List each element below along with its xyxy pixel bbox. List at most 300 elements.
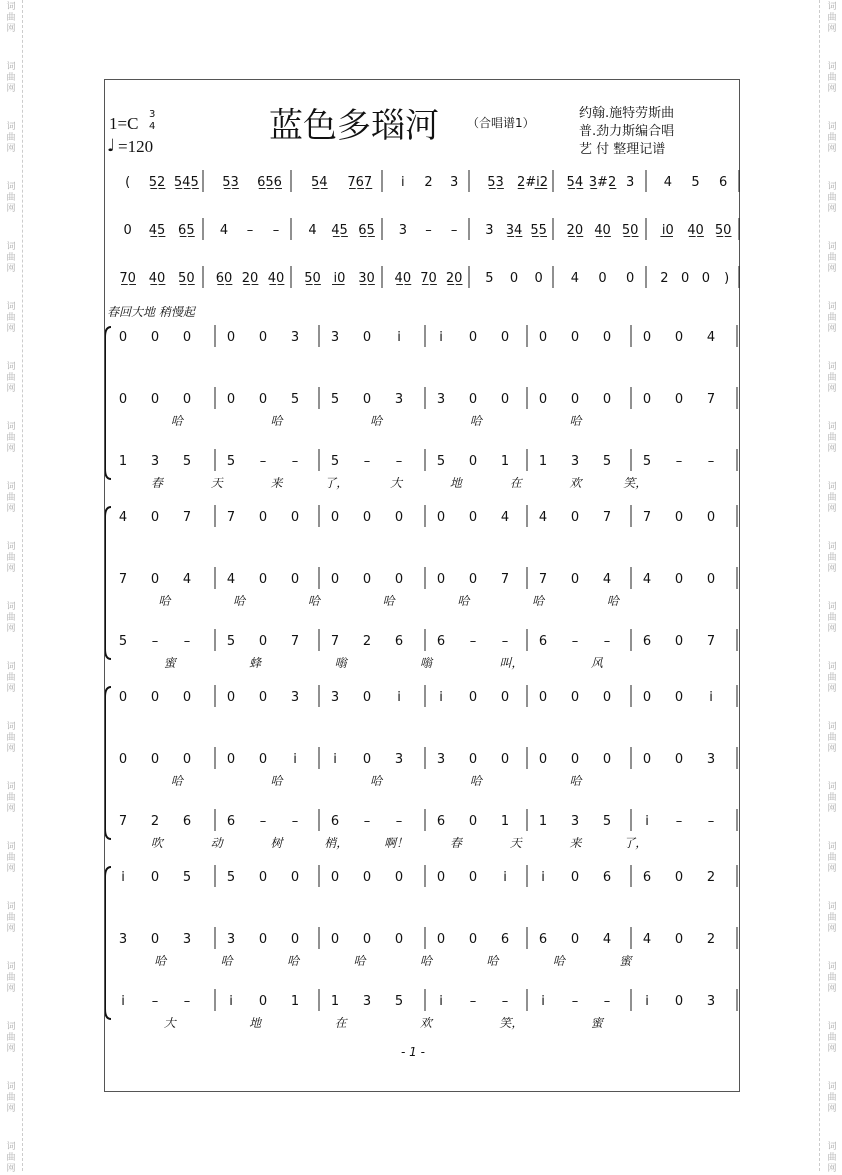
- note-token: 3: [226, 932, 236, 947]
- note-token: 7: [706, 634, 716, 649]
- note-token: 4̲0̲: [594, 223, 611, 238]
- lyric-word: 蜂: [249, 656, 262, 670]
- lyric-word: 笑，: [499, 1016, 524, 1030]
- page-number: - 1 -: [401, 1045, 425, 1059]
- lyric-word: 哈: [370, 774, 383, 788]
- watermark-text: 词 曲 网: [827, 722, 837, 754]
- system-brace: [105, 507, 111, 659]
- note-token: 0: [150, 330, 160, 345]
- lyric-word: 哈: [469, 414, 482, 428]
- watermark-text: 词 曲 网: [6, 1142, 16, 1174]
- key-signature: 1=C: [109, 114, 139, 133]
- note-token: 2: [150, 814, 160, 829]
- note-token: –: [246, 223, 254, 238]
- watermark-text: 词 曲 网: [827, 62, 837, 94]
- watermark-text: 词 曲 网: [6, 842, 16, 874]
- note-token: –: [571, 994, 579, 1009]
- note-token: i: [439, 690, 443, 705]
- note-token: 0: [290, 870, 300, 885]
- note-token: 0: [674, 572, 684, 587]
- note-token: 6̲5̲: [358, 223, 375, 238]
- note-token: 4: [226, 572, 236, 587]
- note-token: i̲0̲: [661, 223, 674, 238]
- note-token: 0: [118, 330, 128, 345]
- note-token: 5̲0̲: [304, 271, 321, 286]
- song-subtitle: （合唱谱1）: [467, 116, 535, 130]
- note-token: 6: [642, 634, 652, 649]
- note-token: 4: [602, 572, 612, 587]
- note-token: 4̲5̲: [331, 223, 348, 238]
- note-token: –: [571, 634, 579, 649]
- system-brace: [105, 687, 111, 839]
- note-token: 6: [500, 932, 510, 947]
- note-token: 3: [290, 690, 300, 705]
- lyric-word: 大: [390, 476, 403, 490]
- note-token: 5: [602, 454, 612, 469]
- note-token: 0: [538, 690, 548, 705]
- lyric-word: 叫，: [499, 656, 524, 670]
- note-token: –: [501, 634, 509, 649]
- note-token: 0: [674, 634, 684, 649]
- note-token: 3: [118, 932, 128, 947]
- note-token: –: [603, 634, 611, 649]
- lyric-word: 哈: [158, 594, 171, 608]
- note-token: 7: [500, 572, 510, 587]
- note-token: 0: [680, 271, 690, 286]
- note-token: 0: [290, 932, 300, 947]
- note-token: 0: [290, 572, 300, 587]
- watermark-text: 词 曲 网: [6, 2, 16, 34]
- note-token: –: [395, 454, 403, 469]
- note-token: 0: [226, 752, 236, 767]
- note-token: 0: [468, 454, 478, 469]
- note-token: –: [183, 994, 191, 1009]
- note-token: 0: [258, 572, 268, 587]
- note-token: 0: [436, 870, 446, 885]
- lyric-word: 啊！: [384, 836, 409, 850]
- note-token: 3: [706, 752, 716, 767]
- note-token: 7: [642, 510, 652, 525]
- system-brace: [105, 327, 111, 479]
- quarter-note-icon: ♩: [107, 136, 116, 156]
- note-token: 5: [118, 634, 128, 649]
- watermark-text: 词 曲 网: [827, 962, 837, 994]
- note-token: 1: [500, 814, 510, 829]
- watermark-text: 词 曲 网: [6, 482, 16, 514]
- lyric-word: 哈: [552, 954, 565, 968]
- note-token: –: [450, 223, 458, 238]
- note-token: 0: [706, 510, 716, 525]
- note-token: 1: [118, 454, 128, 469]
- note-token: –: [425, 223, 432, 238]
- tempo-marking: =120: [118, 137, 154, 156]
- note-token: 3: [436, 392, 446, 407]
- note-token: 5̲0̲: [621, 223, 639, 238]
- note-token: 0: [468, 870, 478, 885]
- note-token: 0: [362, 572, 372, 587]
- note-token: 4: [642, 572, 652, 587]
- note-token: 5̲4̲: [566, 175, 584, 190]
- arranger-credit: 普.劲力斯编合唱: [579, 124, 675, 139]
- lyric-word: 哈: [569, 774, 582, 788]
- watermark-text: 词 曲 网: [827, 1082, 837, 1114]
- note-token: 3: [398, 223, 407, 238]
- note-token: 4: [706, 330, 716, 345]
- watermark-text: 词 曲 网: [6, 62, 16, 94]
- lyric-word: 来: [569, 836, 582, 850]
- lyric-word: 哈: [307, 594, 320, 608]
- note-token: ): [724, 271, 730, 286]
- note-token: 0: [150, 932, 160, 947]
- note-token: 0: [118, 752, 128, 767]
- note-token: –: [151, 994, 159, 1009]
- note-token: 3̲#2̲: [588, 175, 617, 190]
- note-token: 7̲6̲7̲: [347, 175, 373, 190]
- note-token: 0: [642, 330, 652, 345]
- note-token: 4̲5̲: [148, 223, 166, 238]
- note-token: 0: [150, 510, 160, 525]
- lyric-word: 在: [509, 476, 522, 490]
- note-token: 0: [570, 330, 580, 345]
- note-token: 5: [290, 392, 300, 407]
- transcriber-credit: 艺 付 整理记谱: [579, 142, 666, 157]
- watermark-text: 词 曲 网: [827, 902, 837, 934]
- note-token: i: [293, 752, 297, 767]
- lyric-word: 哈: [170, 414, 183, 428]
- note-token: 0: [436, 510, 446, 525]
- note-token: 2̲0̲: [566, 223, 584, 238]
- note-token: 0: [642, 690, 652, 705]
- note-token: 0: [534, 271, 543, 286]
- note-token: 0: [538, 392, 548, 407]
- lyric-word: 哈: [233, 594, 246, 608]
- note-token: 0: [150, 752, 160, 767]
- lyric-word: 哈: [419, 954, 433, 968]
- note-token: i: [541, 870, 545, 885]
- note-token: 0: [468, 814, 478, 829]
- note-token: 0: [701, 271, 711, 286]
- watermark-text: 词 曲 网: [6, 662, 16, 694]
- note-token: 3: [485, 223, 494, 238]
- note-token: 3̲0̲: [358, 271, 375, 286]
- note-token: 3: [450, 175, 459, 190]
- note-token: 0: [468, 690, 478, 705]
- lyric-word: 哈: [569, 414, 582, 428]
- lyric-word: 春: [449, 836, 462, 850]
- note-token: 0: [118, 392, 128, 407]
- note-token: 6: [538, 634, 548, 649]
- right-watermark-strip: [819, 0, 842, 1174]
- note-token: 0: [674, 510, 684, 525]
- lyric-word: 哈: [270, 774, 283, 788]
- note-token: 0: [394, 932, 404, 947]
- note-token: 1: [538, 814, 548, 829]
- note-token: 5̲4̲: [310, 175, 328, 190]
- lyric-word: 哈: [606, 594, 619, 608]
- note-token: –: [395, 814, 403, 829]
- watermark-text: 词 曲 网: [827, 842, 837, 874]
- note-token: 0: [258, 870, 268, 885]
- note-token: 6: [538, 932, 548, 947]
- watermark-text: 词 曲 网: [827, 482, 837, 514]
- note-token: 0: [500, 330, 510, 345]
- lyric-word: 哈: [220, 954, 233, 968]
- note-token: 0: [642, 392, 652, 407]
- note-token: –: [291, 814, 299, 829]
- note-token: 0: [674, 690, 684, 705]
- note-token: i: [541, 994, 545, 1009]
- note-token: 0: [436, 572, 446, 587]
- note-token: 5: [226, 634, 236, 649]
- watermark-text: 词 曲 网: [6, 122, 16, 154]
- note-token: 7: [118, 814, 128, 829]
- note-token: 0: [570, 572, 580, 587]
- note-token: 0: [602, 392, 612, 407]
- note-token: 0: [468, 392, 478, 407]
- note-token: i: [333, 752, 337, 767]
- score-sheet: [104, 79, 740, 1092]
- song-title: 蓝色多瑙河: [269, 106, 439, 146]
- note-token: 4: [642, 932, 652, 947]
- note-token: 3: [182, 932, 192, 947]
- watermark-text: 词 曲 网: [827, 2, 837, 34]
- note-token: i: [503, 870, 507, 885]
- note-token: 0: [118, 690, 128, 705]
- note-token: 7: [182, 510, 192, 525]
- watermark-text: 词 曲 网: [827, 182, 837, 214]
- watermark-text: 词 曲 网: [827, 122, 837, 154]
- watermark-text: 词 曲 网: [6, 182, 16, 214]
- watermark-text: 词 曲 网: [6, 362, 16, 394]
- note-token: 0: [330, 572, 340, 587]
- note-token: 4̲0̲: [267, 271, 285, 286]
- note-token: 5̲2̲: [148, 175, 166, 190]
- watermark-text: 词 曲 网: [6, 902, 16, 934]
- watermark-text: 词 曲 网: [6, 302, 16, 334]
- note-token: 2̲0̲: [241, 271, 259, 286]
- note-token: 3: [150, 454, 160, 469]
- note-token: 0: [674, 870, 684, 885]
- lyric-word: 地: [449, 476, 462, 490]
- note-token: 0: [500, 752, 510, 767]
- watermark-text: 词 曲 网: [827, 302, 837, 334]
- note-token: 0: [598, 271, 607, 286]
- note-token: –: [707, 454, 715, 469]
- note-token: –: [501, 994, 509, 1009]
- note-token: 5: [394, 994, 404, 1009]
- note-token: 4: [602, 932, 612, 947]
- lyric-word: 天: [509, 836, 522, 850]
- note-token: 0: [468, 932, 478, 947]
- note-token: 6̲0̲: [215, 271, 233, 286]
- note-token: 7: [290, 634, 300, 649]
- lyric-word: 哈: [287, 954, 300, 968]
- time-signature-numerator: 3: [149, 109, 156, 120]
- lyric-word: 哈: [486, 954, 499, 968]
- lyric-word: 笑，: [623, 476, 648, 490]
- watermark-text: 词 曲 网: [827, 542, 837, 574]
- time-signature-denominator: 4: [149, 121, 156, 132]
- note-token: 0: [642, 752, 652, 767]
- lyric-word: 了，: [324, 476, 349, 490]
- note-token: 0: [570, 690, 580, 705]
- note-token: 1: [538, 454, 548, 469]
- lyric-word: 蜜: [619, 954, 632, 968]
- note-token: 0: [362, 510, 372, 525]
- note-token: 0: [362, 932, 372, 947]
- watermark-text: 词 曲 网: [827, 422, 837, 454]
- lyric-word: 天: [210, 476, 223, 490]
- note-token: 0: [182, 690, 192, 705]
- note-token: 0: [258, 634, 268, 649]
- note-token: 0: [182, 752, 192, 767]
- lyric-word: 哈: [170, 774, 183, 788]
- lyric-word: 哈: [370, 414, 383, 428]
- watermark-text: 词 曲 网: [827, 782, 837, 814]
- note-token: 0: [123, 223, 132, 238]
- note-token: –: [363, 814, 371, 829]
- lyric-word: 来: [270, 476, 283, 490]
- note-token: 0: [538, 330, 548, 345]
- note-token: 4: [308, 223, 317, 238]
- note-token: 0: [182, 330, 192, 345]
- note-token: 0: [150, 572, 160, 587]
- note-token: 5̲3̲: [487, 175, 504, 190]
- note-token: 7̲0̲: [119, 271, 136, 286]
- note-token: –: [291, 454, 299, 469]
- watermark-text: 词 曲 网: [827, 662, 837, 694]
- watermark-text: 词 曲 网: [6, 722, 16, 754]
- note-token: 0: [290, 510, 300, 525]
- note-token: 3: [706, 994, 716, 1009]
- lyric-word: 欢: [569, 476, 582, 490]
- note-token: i: [229, 994, 233, 1009]
- note-token: –: [675, 814, 683, 829]
- lyric-word: 哈: [270, 414, 283, 428]
- note-token: 4̲0̲: [687, 223, 704, 238]
- note-token: 0: [570, 752, 580, 767]
- lyric-word: 哈: [469, 774, 482, 788]
- watermark-text: 词 曲 网: [827, 242, 837, 274]
- note-token: 0: [570, 932, 580, 947]
- note-token: 5: [642, 454, 652, 469]
- note-token: 0: [468, 752, 478, 767]
- note-token: 0: [226, 330, 236, 345]
- note-token: 1: [500, 454, 510, 469]
- note-token: 3: [436, 752, 446, 767]
- note-token: 0: [570, 870, 580, 885]
- note-token: 2: [660, 271, 669, 286]
- note-token: 5: [182, 454, 192, 469]
- note-token: –: [151, 634, 159, 649]
- lyric-word: 在: [334, 1016, 347, 1030]
- note-token: i: [121, 870, 125, 885]
- note-token: 0: [362, 690, 372, 705]
- note-token: 0: [509, 271, 519, 286]
- note-token: 0: [500, 690, 510, 705]
- note-token: (: [125, 175, 131, 190]
- note-token: 0: [468, 572, 478, 587]
- note-token: 0: [258, 330, 268, 345]
- note-token: 0: [468, 510, 478, 525]
- note-token: 0: [674, 330, 684, 345]
- note-token: 4: [500, 510, 510, 525]
- note-token: 5: [226, 870, 236, 885]
- note-token: i: [645, 994, 649, 1009]
- note-token: 0: [674, 932, 684, 947]
- note-token: 3: [330, 330, 340, 345]
- note-token: 0: [258, 994, 268, 1009]
- note-token: 0: [330, 510, 340, 525]
- note-token: 4: [182, 572, 192, 587]
- note-token: –: [272, 223, 280, 238]
- watermark-text: 词 曲 网: [827, 602, 837, 634]
- watermark-text: 词 曲 网: [6, 602, 16, 634]
- note-token: –: [707, 814, 715, 829]
- note-token: i: [397, 330, 401, 345]
- note-token: 0: [436, 932, 446, 947]
- note-token: 0: [706, 572, 716, 587]
- note-token: 6: [719, 175, 728, 190]
- watermark-text: 词 曲 网: [6, 1082, 16, 1114]
- note-token: 0: [394, 572, 404, 587]
- watermark-text: 词 曲 网: [6, 242, 16, 274]
- note-token: 4̲0̲: [394, 271, 412, 286]
- note-token: 3: [570, 814, 580, 829]
- lyric-word: 树: [270, 836, 283, 850]
- note-token: 0: [330, 870, 340, 885]
- note-token: 6: [602, 870, 612, 885]
- note-token: i: [397, 690, 401, 705]
- note-token: 1: [290, 994, 300, 1009]
- lyric-word: 地: [249, 1016, 262, 1030]
- note-token: 0: [570, 392, 580, 407]
- note-token: 3: [394, 752, 404, 767]
- lyric-word: 哈: [532, 594, 545, 608]
- lyric-word: 大: [163, 1016, 176, 1030]
- note-token: 0: [362, 330, 372, 345]
- note-token: 3: [570, 454, 580, 469]
- note-token: 0: [674, 392, 684, 407]
- note-token: –: [363, 454, 371, 469]
- note-token: 3: [330, 690, 340, 705]
- watermark-text: 词 曲 网: [6, 1022, 16, 1054]
- note-token: i: [439, 994, 443, 1009]
- lyric-word: 欢: [419, 1016, 433, 1030]
- lyric-word: 嗡: [334, 656, 347, 670]
- note-token: 4: [538, 510, 548, 525]
- note-token: 7: [330, 634, 340, 649]
- note-token: 3: [290, 330, 300, 345]
- note-token: i: [645, 814, 649, 829]
- note-token: 2: [706, 932, 716, 947]
- note-token: 0: [538, 752, 548, 767]
- watermark-text: 词 曲 网: [6, 962, 16, 994]
- lyric-word: 哈: [154, 954, 167, 968]
- notation-canvas: [105, 80, 741, 1093]
- note-token: 0: [362, 752, 372, 767]
- lyric-word: 蜜: [163, 656, 176, 670]
- note-token: i: [401, 175, 405, 190]
- note-token: 0: [150, 690, 160, 705]
- note-token: 0: [602, 330, 612, 345]
- note-token: 6: [642, 870, 652, 885]
- note-token: 6̲5̲: [178, 223, 195, 238]
- note-token: 3: [362, 994, 372, 1009]
- note-token: 0: [626, 271, 635, 286]
- lyric-word: 了，: [623, 836, 648, 850]
- note-token: 7: [226, 510, 236, 525]
